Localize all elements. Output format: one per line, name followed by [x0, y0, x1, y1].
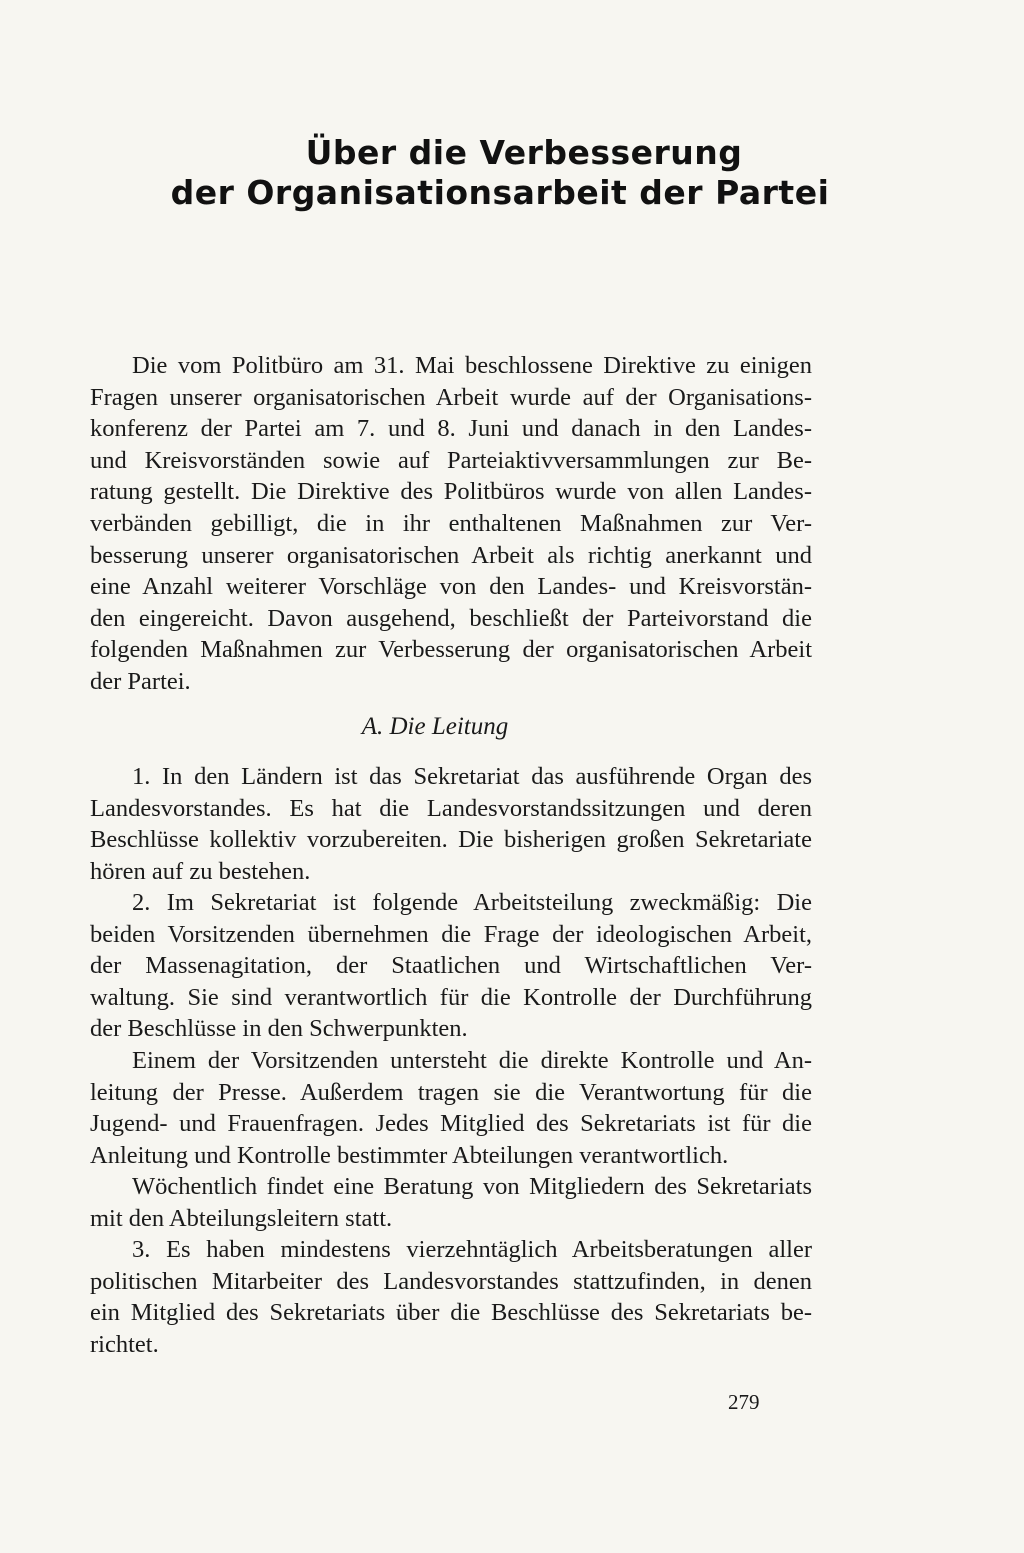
text-line: leitung der Presse. Außerdem tragen sie die Verantwortung für die — [90, 1078, 812, 1106]
text-line: folgenden Maßnahmen zur Verbesserung der organisatorischen Arbeit — [90, 636, 812, 664]
text-line: Wöchentlich findet eine Beratung von Mitgliedern des Sekretariats — [132, 1173, 812, 1200]
text-line: 2. Im Sekretariat ist folgende Arbeitsteilung zweckmäßig: Die — [132, 889, 812, 916]
text-line: besserung unserer organisatorischen Arbeit als richtig anerkannt und — [90, 541, 812, 569]
text-line: Beschlüsse kollektiv vorzubereiten. Die bisherigen großen Sekretariate — [90, 826, 812, 854]
paragraph-4 — [90, 1171, 812, 1234]
text-line: mit den Abteilungsleitern statt. — [90, 1204, 393, 1232]
text-line: 3. Es haben mindestens vierzehntäglich Arbeitsberatungen aller — [132, 1236, 812, 1263]
text-line: politischen Mitarbeiter des Landesvorstandes stattzufinden, in denen — [90, 1267, 812, 1295]
text-line: beiden Vorsitzenden übernehmen die Frage der ideologischen Arbeit, — [90, 920, 812, 948]
section-heading: A. Die Leitung — [361, 713, 509, 740]
text-line: ein Mitglied des Sekretariats über die Beschlüsse des Sekretariats be- — [90, 1299, 812, 1327]
text-line: Die vom Politbüro am 31. Mai beschlossene Direktive zu einigen — [132, 352, 812, 379]
text-line: richtet. — [90, 1330, 159, 1358]
text-line: 1. In den Ländern ist das Sekretariat das ausführende Organ des — [132, 763, 812, 790]
page-number: 279 — [728, 1390, 760, 1414]
text-line: konferenz der Partei am 7. und 8. Juni und danach in den Landes- — [90, 415, 812, 443]
text-line: ratung gestellt. Die Direktive des Politbüros wurde von allen Landes- — [90, 478, 812, 506]
text-line: und Kreisvorständen sowie auf Parteiaktivversammlungen zur Be- — [90, 446, 812, 474]
paragraph-1 — [90, 761, 812, 887]
text-line: der Partei. — [90, 667, 191, 695]
text-line: der Beschlüsse in den Schwerpunkten. — [90, 1015, 468, 1043]
text-line: den eingereicht. Davon ausgehend, beschließt der Parteivorstand die — [90, 604, 812, 632]
paragraph-5 — [90, 1234, 812, 1360]
text-line: Landesvorstandes. Es hat die Landesvorstandssitzungen und deren — [90, 794, 812, 822]
paragraph-3 — [90, 1045, 812, 1171]
text-line: der Massenagitation, der Staatlichen und Wirtschaftlichen Ver- — [90, 952, 812, 980]
text-line: Anleitung und Kontrolle bestimmter Abteilungen verantwortlich. — [90, 1141, 729, 1169]
text-line: waltung. Sie sind verantwortlich für die Kontrolle der Durchführung — [90, 983, 812, 1011]
text-line: Jugend- und Frauenfragen. Jedes Mitglied des Sekretariats ist für die — [90, 1110, 812, 1138]
intro-paragraph — [90, 350, 812, 698]
text-line: Einem der Vorsitzenden untersteht die direkte Kontrolle und An- — [132, 1047, 812, 1074]
page-title-line-1: Über die Verbesserung — [305, 133, 743, 172]
paragraph-2 — [90, 887, 812, 1045]
page-title-line-2: der Organisationsarbeit der Partei — [170, 173, 830, 212]
text-line: Fragen unserer organisatorischen Arbeit wurde auf der Organisations- — [90, 383, 812, 411]
text-line: verbänden gebilligt, die in ihr enthaltenen Maßnahmen zur Ver- — [90, 509, 812, 537]
text-line: hören auf zu bestehen. — [90, 857, 311, 885]
text-line: eine Anzahl weiterer Vorschläge von den Landes- und Kreisvorstän- — [90, 573, 812, 601]
